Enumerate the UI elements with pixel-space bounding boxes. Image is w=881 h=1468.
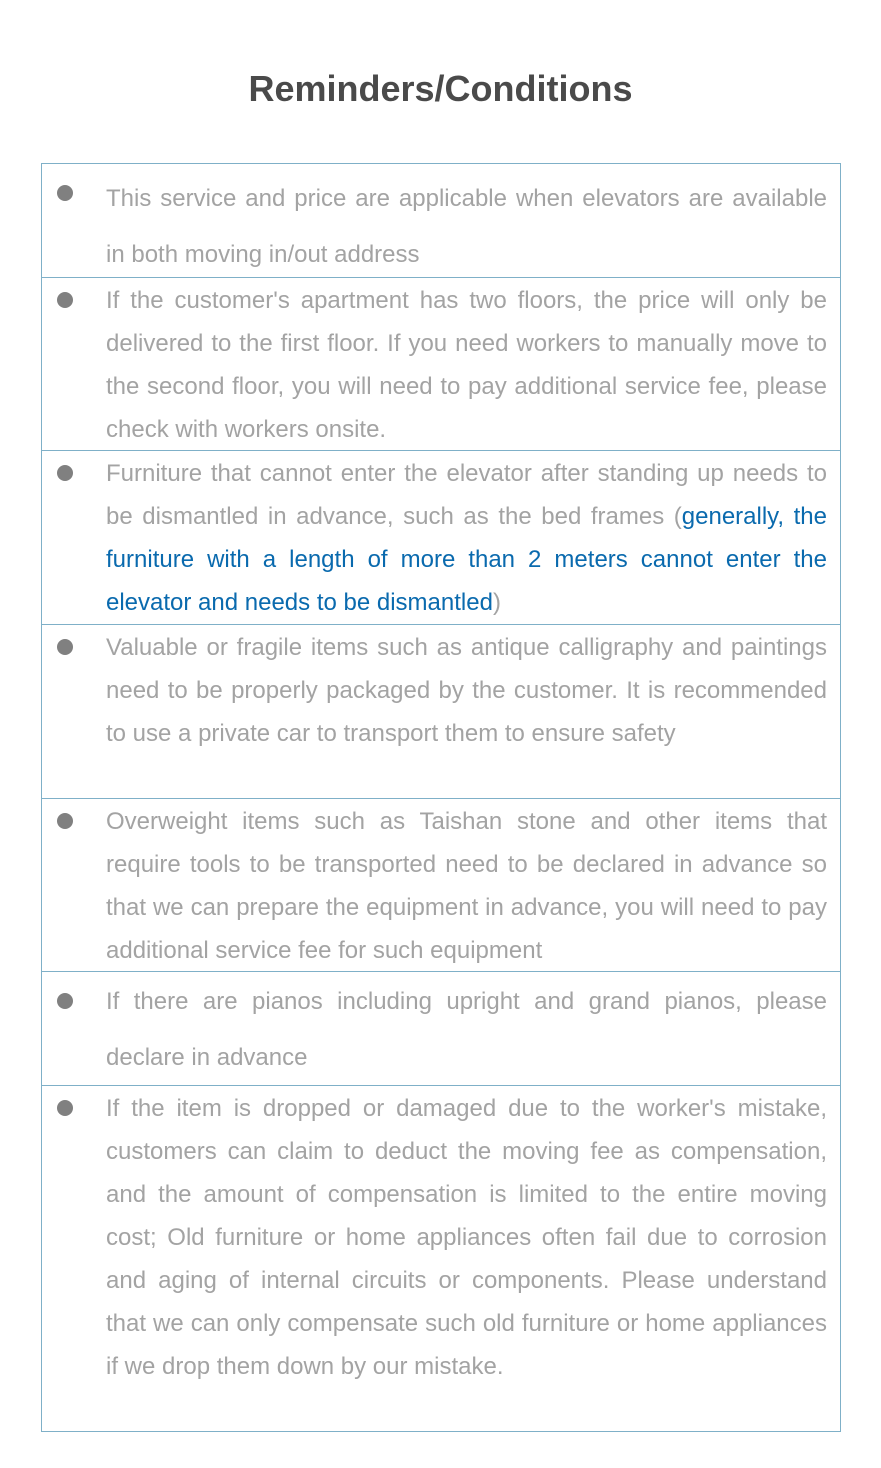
condition-row (42, 451, 840, 625)
condition-text-before: Furniture that cannot enter the elevator after standing up needs to be dismantled in advance, such as the bed frames ( (106, 460, 827, 530)
bullet-dot-icon (57, 292, 73, 308)
bullet-dot-icon (57, 185, 73, 201)
condition-text: This service and price are applicable when elevators are available in both moving in/out address (106, 185, 827, 268)
condition-row (42, 972, 840, 1086)
condition-row (42, 625, 840, 799)
page-title: Reminders/Conditions (248, 68, 633, 109)
condition-row (42, 799, 840, 972)
condition-text (106, 452, 827, 624)
condition-text: Overweight items such as Taishan stone and other items that require tools to be transported need to be declared in advance so that we can prepare the equipment in advance, you will need to pay additional service fee for such equipment (106, 808, 827, 964)
condition-text: If the item is dropped or damaged due to the worker's mistake, customers can claim to deduct the moving fee as compensation, and the amount of compensation is limited to the entire moving cost; Old furniture or home appliances often fail due to corrosion and aging of internal circuits or components. Please understand that we can only compensate such old furniture or home appliances if we drop them down by our mistake. (106, 1095, 827, 1380)
condition-highlight-text: generally, the furniture with a length of more than 2 meters cannot enter the elevator and needs to be dismantled (106, 503, 827, 616)
condition-text: If the customer's apartment has two floors, the price will only be delivered to the first floor. If you need workers to manually move to the second floor, you will need to pay additional service fee, please check with workers onsite. (106, 287, 827, 443)
bullet-dot-icon (57, 639, 73, 655)
bullet-dot-icon (57, 993, 73, 1009)
condition-text: If there are pianos including upright and grand pianos, please declare in advance (106, 988, 827, 1071)
conditions-table (41, 163, 841, 1432)
bullet-dot-icon (57, 465, 73, 481)
condition-row (42, 164, 840, 278)
bullet-dot-icon (57, 1100, 73, 1116)
condition-text-after: ) (492, 589, 501, 616)
condition-row (42, 1086, 840, 1432)
bullet-dot-icon (57, 813, 73, 829)
condition-row (42, 278, 840, 451)
condition-text: Valuable or fragile items such as antique calligraphy and paintings need to be properly packaged by the customer. It is recommended to use a private car to transport them to ensure safety (106, 634, 827, 747)
